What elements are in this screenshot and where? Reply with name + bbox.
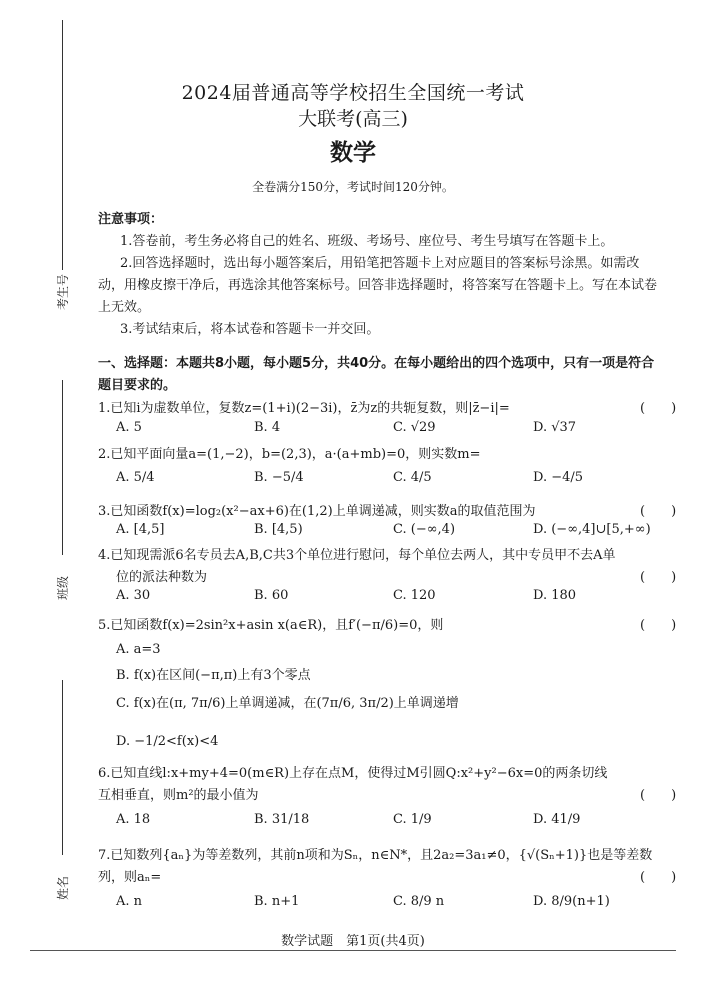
question-4-stem-cont: 位的派法种数为 xyxy=(116,570,208,585)
answer-paren: ( ) xyxy=(640,870,677,885)
q2-option-c: C. 4/5 xyxy=(393,470,432,485)
q3-option-d: D. (−∞,4]∪[5,+∞) xyxy=(533,522,651,537)
q2-option-b: B. −5/4 xyxy=(254,470,304,485)
q1-option-b: B. 4 xyxy=(254,420,281,435)
subject-title: 数学 xyxy=(330,140,376,166)
q6-option-b: B. 31/18 xyxy=(254,812,310,827)
q3-option-c: C. (−∞,4) xyxy=(393,522,456,537)
side-line-mid1 xyxy=(62,380,63,555)
page-footer: 数学试题 第1页(共4页) xyxy=(281,934,425,949)
side-label-name: 姓名 xyxy=(56,875,70,900)
q1-option-d: D. √37 xyxy=(533,420,577,435)
q5-option-a: A. a=3 xyxy=(116,642,161,657)
answer-paren: ( ) xyxy=(640,570,677,585)
q4-option-b: B. 60 xyxy=(254,588,289,603)
answer-paren: ( ) xyxy=(640,401,677,416)
q3-option-a: A. [4,5] xyxy=(116,522,165,537)
q5-option-d: D. −1/2<f(x)<4 xyxy=(116,734,219,749)
q1-option-c: C. √29 xyxy=(393,420,436,435)
side-label-class: 班级 xyxy=(56,575,70,600)
q3-option-b: B. [4,5) xyxy=(254,522,303,537)
notice-item: 动，用橡皮擦干净后，再选涂其他答案标号。回答非选择题时，将答案写在答题卡上。写在本试卷 xyxy=(98,278,658,293)
q6-option-a: A. 18 xyxy=(116,812,151,827)
q5-option-b: B. f(x)在区间(−π,π)上有3个零点 xyxy=(116,668,311,683)
side-label-exam-no: 考生号 xyxy=(56,273,70,310)
q2-option-d: D. −4/5 xyxy=(533,470,584,485)
notice-item: 1.答卷前，考生务必将自己的姓名、班级、考场号、座位号、考生号填写在答题卡上。 xyxy=(120,234,614,249)
q7-option-d: D. 8/9(n+1) xyxy=(533,894,610,909)
notice-title: 注意事项： xyxy=(98,212,164,227)
question-1-stem: 1.已知i为虚数单位，复数z=(1+i)(2−3i)，z̄为z的共轭复数，则|z̄−i|= xyxy=(98,401,510,416)
exam-subtitle: 大联考(高三) xyxy=(298,108,408,130)
q6-option-c: C. 1/9 xyxy=(393,812,432,827)
exam-meta: 全卷满分150分，考试时间120分钟。 xyxy=(252,180,454,194)
question-6-stem: 6.已知直线l:x+my+4=0(m∈R)上存在点M，使得过M引圆Q:x²+y²−6x=0的两条切线 xyxy=(98,766,608,781)
q7-option-b: B. n+1 xyxy=(254,894,300,909)
answer-paren: ( ) xyxy=(640,788,677,803)
answer-paren: ( ) xyxy=(640,618,677,633)
q1-option-a: A. 5 xyxy=(116,420,142,435)
side-line-mid2 xyxy=(62,680,63,855)
notice-item: 2.回答选择题时，选出每小题答案后，用铅笔把答题卡上对应题目的答案标号涂黑。如需改 xyxy=(120,256,640,271)
question-7-stem-cont: 列，则aₙ= xyxy=(98,870,162,885)
question-2-stem: 2.已知平面向量a=(1,−2)，b=(2,3)，a·(a+mb)=0，则实数m= xyxy=(98,447,481,462)
q2-option-a: A. 5/4 xyxy=(116,470,155,485)
side-line-top xyxy=(62,20,63,270)
exam-title: 2024届普通高等学校招生全国统一考试 xyxy=(181,82,525,104)
footer-rule xyxy=(30,950,676,951)
notice-item: 3.考试结束后，将本试卷和答题卡一并交回。 xyxy=(120,322,380,337)
question-6-stem-cont: 互相垂直，则m²的最小值为 xyxy=(98,788,259,803)
notice-item: 上无效。 xyxy=(98,300,151,315)
q5-option-c: C. f(x)在(π, 7π/6)上单调递减，在(7π/6, 3π/2)上单调递增 xyxy=(116,696,459,711)
question-3-stem: 3.已知函数f(x)=log₂(x²−ax+6)在(1,2)上单调递减，则实数a的取值范围为 xyxy=(98,504,536,519)
q6-option-d: D. 41/9 xyxy=(533,812,581,827)
section-heading: 一、选择题：本题共8小题，每小题5分，共40分。在每小题给出的四个选项中，只有一项是符合 xyxy=(98,356,655,371)
question-5-stem: 5.已知函数f(x)=2sin²x+asin x(a∈R)，且f′(−π/6)=0，则 xyxy=(98,618,444,633)
question-4-stem: 4.已知现需派6名专员去A,B,C共3个单位进行慰问，每个单位去两人，其中专员甲不去A单 xyxy=(98,548,616,563)
q4-option-d: D. 180 xyxy=(533,588,577,603)
answer-paren: ( ) xyxy=(640,504,677,519)
section-heading-cont: 题目要求的。 xyxy=(98,378,177,393)
q7-option-a: A. n xyxy=(116,894,143,909)
q4-option-c: C. 120 xyxy=(393,588,436,603)
question-7-stem: 7.已知数列{aₙ}为等差数列，其前n项和为Sₙ，n∈N*，且2a₂=3a₁≠0，{√(Sₙ+1)}也是等差数 xyxy=(98,848,653,863)
q4-option-a: A. 30 xyxy=(116,588,151,603)
q7-option-c: C. 8/9 n xyxy=(393,894,445,909)
